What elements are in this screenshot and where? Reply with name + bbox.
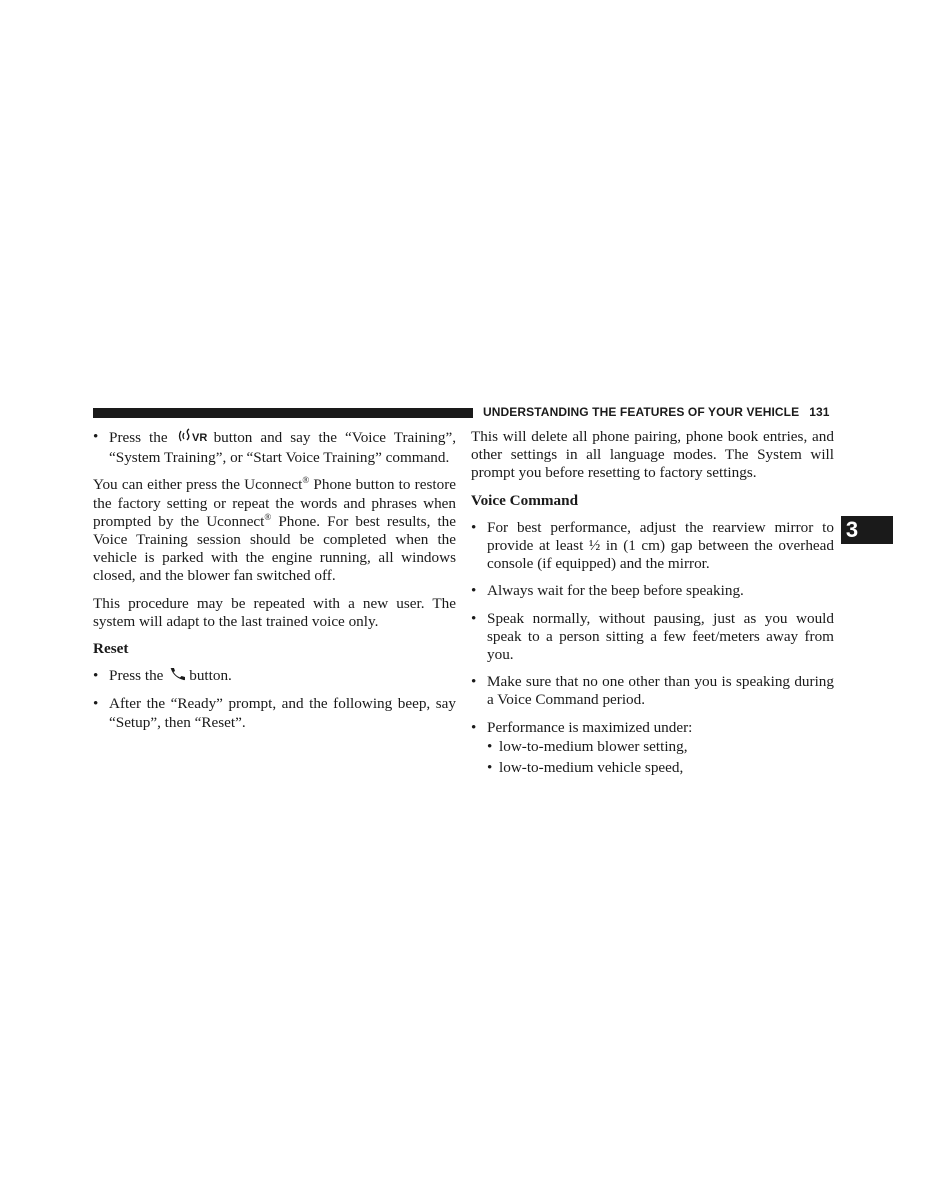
sub-list-item: • low-to-medium blower setting,	[487, 738, 834, 756]
bullet-text: Performance is maximized under:	[487, 718, 693, 736]
chapter-tab	[841, 516, 893, 544]
phone-icon	[169, 667, 187, 686]
registered-mark: ®	[264, 511, 272, 522]
voice-command-list	[471, 519, 834, 777]
voice-command-heading: Voice Command	[471, 491, 579, 509]
running-header	[483, 405, 830, 419]
paragraph-text: You can either press the Uconnect	[93, 476, 303, 494]
header-rule	[93, 408, 473, 418]
chapter-number: 3	[845, 517, 859, 542]
bullet-text: button.	[189, 667, 232, 685]
voice-recognition-icon	[177, 428, 213, 449]
page-number: 131	[809, 405, 830, 419]
reset-heading: Reset	[93, 640, 129, 658]
list-item: • After the “Ready” prompt, and the following beep, say “Setup”, then “Reset”.	[93, 695, 456, 731]
list-item	[93, 428, 456, 467]
bullet-text: Press the	[109, 429, 168, 446]
sub-list	[487, 738, 834, 777]
paragraph: This procedure may be repeated with a new user. The system will adapt to the last trained voice only.	[93, 594, 456, 630]
paragraph-text: Phone. For best results, the Voice Training session should be completed when the vehicle is parked with the engine running, all windows closed, and the blower fan switched off.	[93, 512, 457, 585]
bullet-text: Press the	[109, 667, 164, 685]
list-item: • Always wait for the beep before speaking.	[471, 582, 834, 600]
bullet-text: button and say the “Voice Training”, “System Training”, or “Start Voice Training” command.	[109, 429, 456, 467]
list-item: • Speak normally, without pausing, just as you would speak to a person sitting a few feet/meters away from you.	[471, 610, 834, 665]
right-column	[471, 428, 834, 786]
list-item	[471, 719, 834, 778]
svg-text:VR: VR	[191, 432, 207, 444]
left-column	[93, 428, 456, 741]
sub-list-item: • low-to-medium vehicle speed,	[487, 759, 834, 777]
paragraph	[93, 476, 456, 585]
list-item: • For best performance, adjust the rearview mirror to provide at least ½ in (1 cm) gap between the overhead console (if equipped) and the mirror.	[471, 519, 834, 574]
list-item	[93, 667, 456, 686]
list-item: • Make sure that no one other than you is speaking during a Voice Command period.	[471, 673, 834, 709]
paragraph-text: Phone button to restore the factory setting or repeat the words and phrases when prompted by the Uconnect	[93, 476, 456, 530]
reset-list	[93, 667, 456, 732]
registered-mark: ®	[302, 475, 310, 486]
paragraph: This will delete all phone pairing, phone book entries, and other settings in all language modes. The System will prompt you before resetting to factory settings.	[471, 428, 834, 482]
section-title: UNDERSTANDING THE FEATURES OF YOUR VEHICLE	[483, 405, 800, 419]
voice-training-list	[93, 428, 456, 467]
